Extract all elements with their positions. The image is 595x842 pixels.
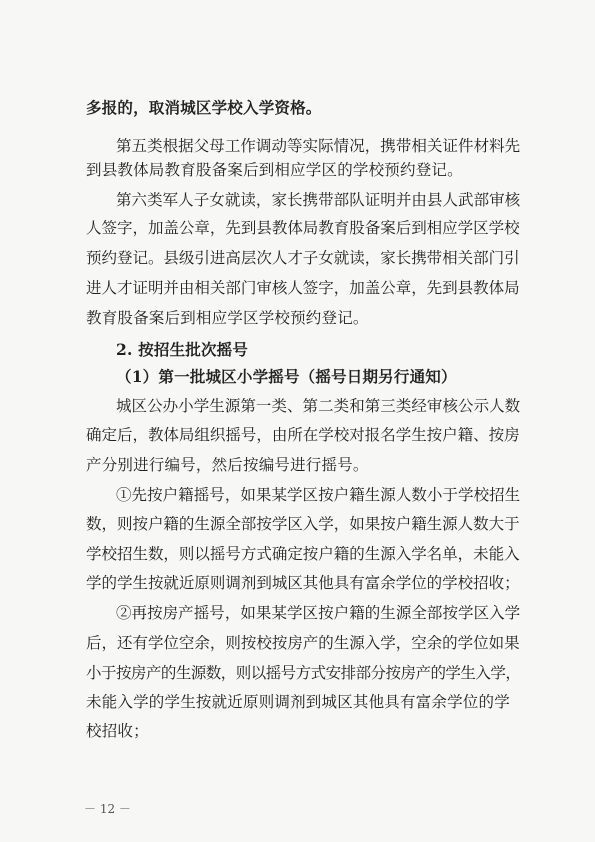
subsection-heading: （1）第一批城区小学摇号（摇号日期另行通知） [116,367,457,386]
paragraph-line: 校招收； [86,722,149,740]
paragraph-line: 多报的，取消城区学校入学资格。 [86,98,322,117]
paragraph-line: 人签字，加盖公章，先到县教体局教育股备案后到相应学区学校 [86,219,520,237]
paragraph-line: 学的学生按就近原则调剂到城区其他具有富余学位的学校招收； [86,574,520,592]
paragraph-line: 学校招生数，则以摇号方式确定按户籍的生源入学名单，未能入 [86,545,520,563]
paragraph-line: 数，则按户籍的生源全部按学区入学，如果按户籍生源人数大于 [86,515,520,533]
paragraph-line: 后，还有学位空余，则按校按房产的生源入学，空余的学位如果 [86,634,520,652]
paragraph-line: ①先按户籍摇号，如果某学区按户籍生源人数小于学校招生 [116,486,521,504]
paragraph-line: 小于按房产的生源数，则以摇号方式安排部分按房产的学生入学， [86,664,521,682]
paragraph-line: 教育股备案后到相应学区学校预约登记。 [86,309,369,327]
paragraph-line: 第六类军人子女就读，家长携带部队证明并由县人武部审核 [116,191,521,209]
page-number: － 12 － [84,802,131,816]
section-heading: 2. 按招生批次摇号 [116,340,249,359]
paragraph-line: 进人才证明并由相关部门审核人签字，加盖公章，先到县教体局 [86,279,520,297]
paragraph-line: 未能入学的学生按就近原则调剂到城区其他具有富余学位的学 [86,693,510,711]
paragraph-line: 第五类根据父母工作调动等实际情况，携带相关证件材料先 [116,137,521,155]
paragraph-line: ②再按房产摇号，如果某学区按户籍的生源全部按学区入学 [116,604,521,622]
paragraph-line: 城区公办小学生源第一类、第二类和第三类经审核公示人数 [116,397,521,415]
paragraph-line: 确定后，教体局组织摇号，由所在学校对报名学生按户籍、按房 [86,426,520,444]
paragraph-line: 预约登记。县级引进高层次人才子女就读，家长携带相关部门引 [86,249,520,267]
paragraph-line: 产分别进行编号，然后按编号进行摇号。 [86,456,369,474]
paragraph-line: 到县教体局教育股备案后到相应学区的学校预约登记。 [86,161,463,179]
